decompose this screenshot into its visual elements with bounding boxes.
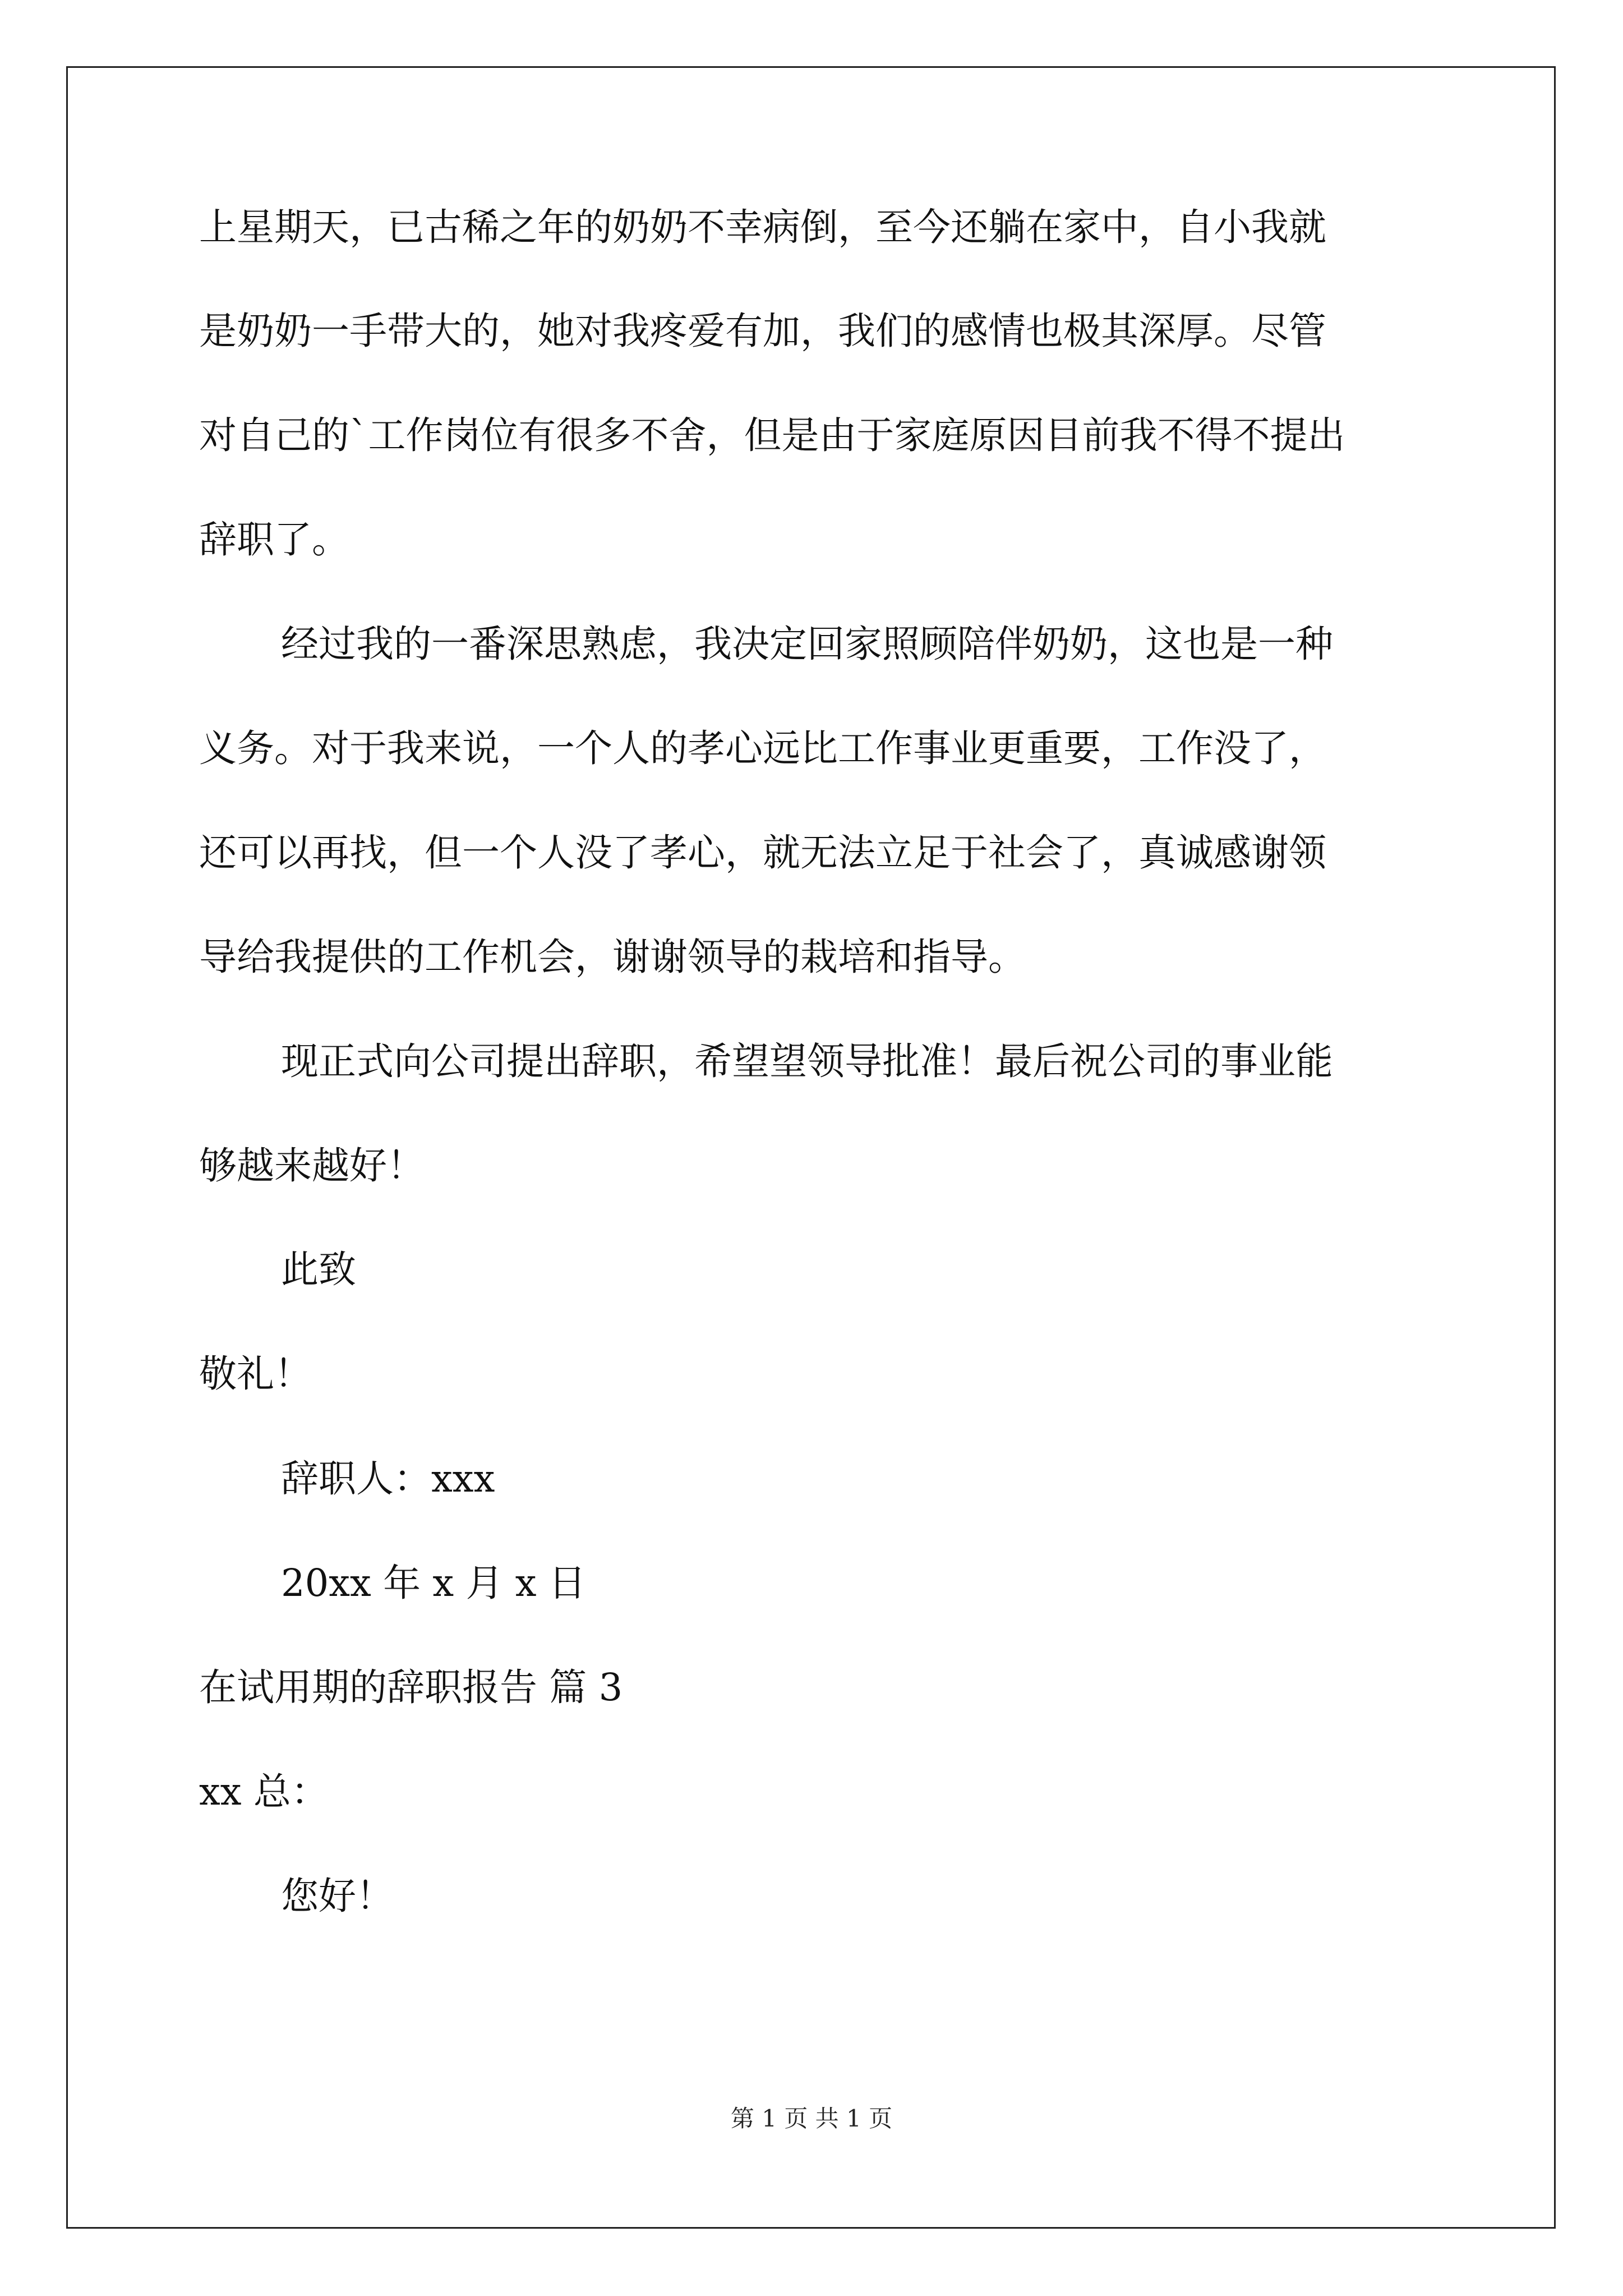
paragraph-2-line-1: 经过我的一番深思熟虑，我决定回家照顾陪伴奶奶，这也是一种: [281, 622, 1333, 666]
paragraph-1-line-1: 上星期天，已古稀之年的奶奶不幸病倒，至今还躺在家中，自小我就: [199, 205, 1326, 249]
paragraph-2-line-4: 导给我提供的工作机会，谢谢领导的栽培和指导。: [199, 935, 1026, 979]
paragraph-1-line-4: 辞职了。: [199, 518, 349, 562]
paragraph-3-line-2: 够越来越好！: [199, 1144, 425, 1188]
date-line: 20xx 年 x 月 x 日: [281, 1561, 586, 1605]
paragraph-3-line-1: 现正式向公司提出辞职，希望望领导批准！最后祝公司的事业能: [281, 1039, 1333, 1083]
paragraph-1-line-3: 对自己的`工作岗位有很多不舍，但是由于家庭原因目前我不得不提出: [199, 413, 1345, 457]
paragraph-2-line-2: 义务。对于我来说，一个人的孝心远比工作事业更重要，工作没了，: [199, 726, 1326, 770]
salute-text: 敬礼！: [199, 1352, 312, 1396]
closing-text: 此致: [281, 1248, 356, 1291]
section-title: 在试用期的辞职报告 篇 3: [199, 1665, 623, 1709]
greeting-line: 您好！: [281, 1874, 394, 1918]
recipient-line: xx 总：: [199, 1770, 329, 1814]
paragraph-1-line-2: 是奶奶一手带大的，她对我疼爱有加，我们的感情也极其深厚。尽管: [199, 309, 1326, 353]
signature-line: 辞职人：xxx: [281, 1457, 495, 1501]
page-footer: 第 1 页 共 1 页: [730, 2105, 893, 2132]
paragraph-2-line-3: 还可以再找，但一个人没了孝心，就无法立足于社会了，真诚感谢领: [199, 831, 1326, 875]
